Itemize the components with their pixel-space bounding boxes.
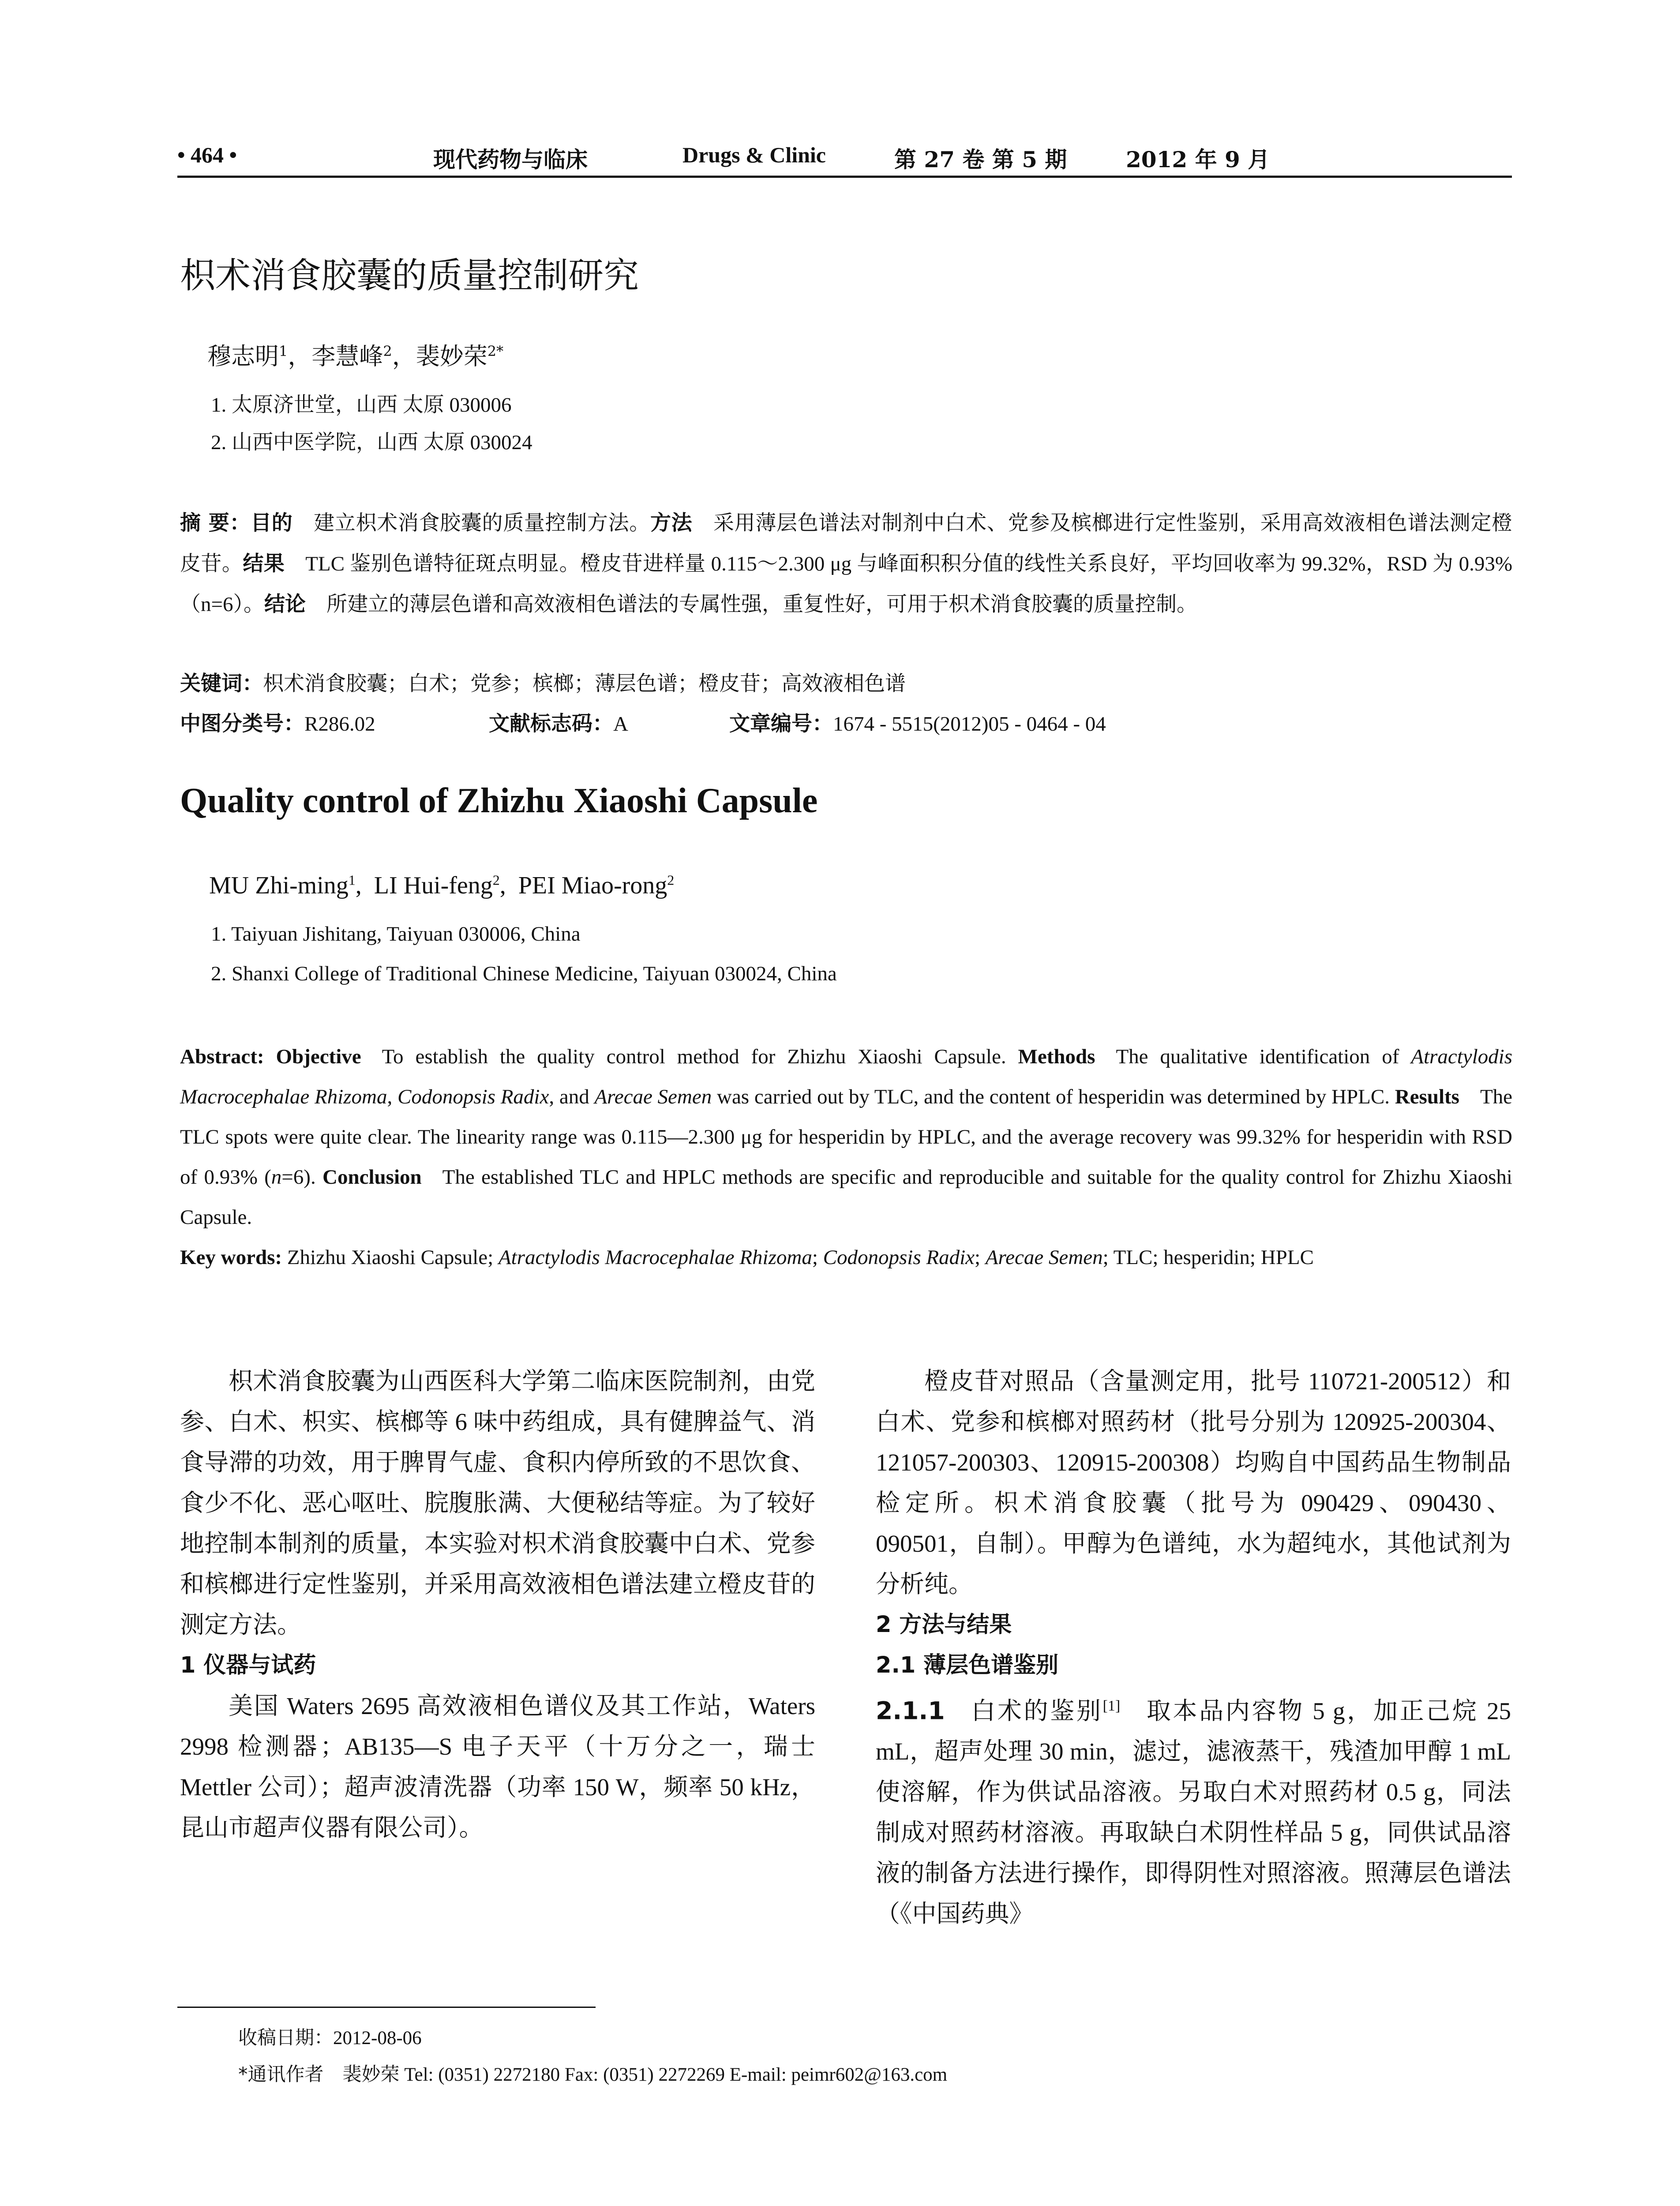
en-affiliation-1: 1. Taiyuan Jishitang, Taiyuan 030006, China <box>211 923 581 945</box>
citation-ref: [1] <box>1102 1698 1121 1714</box>
keywords-label: Key words: <box>180 1246 282 1269</box>
article-no-label: 文章编号： <box>729 712 833 736</box>
objective-label: Objective <box>276 1045 361 1068</box>
subsection-text: 取本品内容物 5 g，加正己烷 25 mL，超声处理 30 min，滤过，滤液蒸干，残渣加甲醇 1 mL 使溶解，作为供试品溶液。另取白术对照药材 0.5 g，同法制成对照药材溶液。再取缺白术阴性样品 5 g，同供试品溶液的制备方法进行操作，即得阴性对照溶液。照薄层色谱法（《中国药典》 <box>876 1697 1511 1928</box>
methods-text: 采用薄层色谱法对制剂中白术、党参及槟榔进行定性鉴别，采用高效液相色谱法测定橙皮苷。 <box>180 512 1513 575</box>
volume-issue: 第 27 卷 第 5 期 <box>894 146 1067 173</box>
abstract-label: 摘 要： <box>180 511 251 535</box>
herb-name: Codonopsis Radix <box>397 1085 549 1108</box>
objective-text: To establish the quality control method for Zhizhu Xiaoshi Capsule. <box>382 1045 1006 1068</box>
section-2-1-1-paragraph <box>876 1686 1511 1934</box>
author-mark: 1 <box>279 343 288 360</box>
author-mark: 2* <box>487 343 504 360</box>
page-number: • 464 • <box>177 143 237 167</box>
section-heading-1: 1 仪器与试药 <box>180 1652 316 1678</box>
subsection-title: 白术的鉴别 <box>969 1697 1103 1725</box>
corresponding-author <box>238 2060 947 2086</box>
received-date <box>238 2023 422 2050</box>
author-mark: 2 <box>383 343 392 360</box>
abstract-label: Abstract: <box>180 1045 264 1068</box>
results-text: The TLC spots were quite clear. The linearity range was 0.115—2.300 μg for hesperidin by HPLC, and the average recovery was 99.32% for hesperidin with RSD of 0.93% ( <box>180 1085 1513 1189</box>
section-1-paragraph: 美国 Waters 2695 高效液相色谱仪及其工作站，Waters 2998 检测器；AB135—S 电子天平（十万分之一，瑞士 Mettler 公司）；超声波清洗器（功率 150 W，频率 50 kHz，昆山市超声仪器有限公司）。 <box>180 1692 815 1841</box>
results-label: Results <box>1395 1085 1459 1108</box>
cn-abstract <box>180 503 1512 625</box>
en-title: Quality control of Zhizhu Xiaoshi Capsule <box>180 781 818 820</box>
author-mark: 1 <box>348 872 356 888</box>
body-right-column <box>876 1361 1511 1934</box>
article-no-value: 1674 - 5515(2012)05 - 0464 - 04 <box>833 713 1106 735</box>
cn-authors: 穆志明$^1$，李慧峰$^2$，裴妙荣$^{2*}$ <box>207 342 504 370</box>
materials-paragraph: 橙皮苷对照品（含量测定用，批号 110721-200512）和白术、党参和槟榔对照药材（批号分别为 120925-200304、121057-200303、120915-200308）均购自中国药品生物制品检定所。枳术消食胶囊（批号为 090429、090430、090501，自制）。甲醇为色谱纯，水为超纯水，其他试剂为分析纯。 <box>876 1368 1511 1598</box>
en-keywords: Key words: Zhizhu Xiaoshi Capsule; Atractylodis Macrocephalae Rhizoma; Codonopsis Radix; Arecae Semen; TLC; hesperidin; HPLC <box>180 1246 1314 1269</box>
methods-text: was carried out by TLC, and the content of hesperidin was determined by HPLC. <box>717 1085 1390 1108</box>
objective-label: 目的 <box>251 511 293 535</box>
cn-affiliation-2: 2. 山西中医学院，山西 太原 030024 <box>211 431 532 454</box>
journal-name-en: Drugs & Clinic <box>682 143 826 167</box>
cn-keywords <box>180 664 1512 704</box>
cn-affiliation-1: 1. 太原济世堂，山西 太原 030006 <box>211 394 512 416</box>
results-text: =6). <box>281 1166 316 1189</box>
en-affiliation-2: 2. Shanxi College of Traditional Chinese Medicine, Taiyuan 030024, China <box>211 962 837 985</box>
author-name: 李慧峰 <box>311 342 383 370</box>
body-left-column <box>180 1361 815 1848</box>
intro-paragraph: 枳术消食胶囊为山西医科大学第二临床医院制剂，由党参、白术、枳实、槟榔等 6 味中药组成，具有健脾益气、消食导滞的功效，用于脾胃气虚、食积内停所致的不思饮食、食少不化、恶心呕吐、脘腹胀满、大便秘结等症。为了较好地控制本制剂的质量，本实验对枳术消食胶囊中白术、党参和槟榔进行定性鉴别，并采用高效液相色谱法建立橙皮苷的测定方法。 <box>180 1368 815 1638</box>
author-name: 裴妙荣 <box>416 342 488 370</box>
objective-text: 建立枳术消食胶囊的质量控制方法。 <box>313 512 650 535</box>
doc-code-value: A <box>613 713 628 735</box>
cn-title: 枳术消食胶囊的质量控制研究 <box>180 255 639 296</box>
author-name: MU Zhi-ming <box>209 872 349 899</box>
footnote-rule <box>177 2007 596 2008</box>
author-name: LI Hui-feng <box>374 872 493 899</box>
author-name: 穆志明 <box>207 342 279 370</box>
clc-label: 中图分类号： <box>180 712 304 736</box>
herb-name: Arecae Semen <box>985 1246 1103 1269</box>
received-label: 收稿日期： <box>238 2027 333 2049</box>
received-value: 2012-08-06 <box>333 2028 422 2048</box>
n-symbol: n <box>271 1166 282 1189</box>
running-header <box>177 142 1512 173</box>
conclusion-label: 结论 <box>264 592 306 616</box>
keywords-label: 关键词： <box>180 672 263 696</box>
herb-name: Codonopsis Radix <box>823 1246 975 1269</box>
journal-name-cn: 现代药物与临床 <box>433 146 588 173</box>
herb-name: Arecae Semen <box>594 1085 712 1108</box>
methods-text: The qualitative identification of <box>1116 1045 1399 1068</box>
herb-name: Atractylodis Macrocephalae Rhizoma <box>180 1045 1513 1108</box>
section-heading-2-1: 2.1 薄层色谱鉴别 <box>876 1652 1059 1678</box>
author-name: PEI Miao-rong <box>518 872 668 899</box>
doc-code-label: 文献标志码： <box>489 712 613 736</box>
clc-value: R286.02 <box>304 713 375 735</box>
methods-label: Methods <box>1018 1045 1095 1068</box>
keyword: Zhizhu Xiaoshi Capsule; <box>287 1246 494 1269</box>
conclusion-label: Conclusion <box>322 1166 422 1189</box>
en-authors: MU Zhi-ming$^1$, LI Hui-feng$^2$, PEI Miao-rong$^2$ <box>209 872 675 899</box>
author-mark: 2 <box>492 872 500 888</box>
results-text: TLC 鉴别色谱特征斑点明显。橙皮苷进样量 0.115～2.300 μg 与峰面积积分值的线性关系良好，平均回收率为 99.32%，RSD 为 0.93%（n=6）。 <box>180 552 1513 616</box>
corr-label: *通讯作者 <box>238 2063 324 2086</box>
herb-name: Atractylodis Macrocephalae Rhizoma <box>498 1246 812 1269</box>
issue-date: 2012 年 9 月 <box>1126 146 1270 173</box>
corr-value: 裴妙荣 Tel: (0351) 2272180 Fax: (0351) 2272269 E-mail: peimr602@163.com <box>342 2064 948 2085</box>
author-mark: 2 <box>667 872 675 888</box>
conclusion-text: The established TLC and HPLC methods are specific and reproducible and suitable for the quality control for Zhizhu Xiaoshi Capsule. <box>180 1166 1512 1229</box>
methods-label: 方法 <box>650 511 693 535</box>
keyword: ; TLC; hesperidin; HPLC <box>1102 1246 1314 1269</box>
conclusion-text: 所建立的薄层色谱和高效液相色谱法的专属性强，重复性好，可用于枳术消食胶囊的质量控制。 <box>326 593 1198 616</box>
results-label: 结果 <box>243 552 285 576</box>
cn-classification <box>180 704 1512 744</box>
keywords-text: 枳术消食胶囊；白术；党参；槟榔；薄层色谱；橙皮苷；高效液相色谱 <box>263 672 906 695</box>
header-rule <box>177 176 1512 178</box>
section-heading-2: 2 方法与结果 <box>876 1612 1012 1638</box>
subsection-number: 2.1.1 <box>876 1696 945 1725</box>
en-abstract: Abstract: Objective To establish the quality control method for Zhizhu Xiaoshi Capsule. Methods The qualitative identification of Atractylodis Macrocephalae Rhizoma, Codonopsis Radix, and Arecae Semen was carried out by TLC, and the content of hesperidin was determined by HPLC. Results The TLC spots were quite clear. The linearity range was 0.115—2.300 μg for hesperidin by HPLC, and the average recovery was 99.32% for hesperidin with RSD of 0.93% (n=6). Conclusion The established TLC and HPLC methods are specific and reproducible and suitable for the quality control for Zhizhu Xiaoshi Capsule. <box>180 1045 1513 1229</box>
